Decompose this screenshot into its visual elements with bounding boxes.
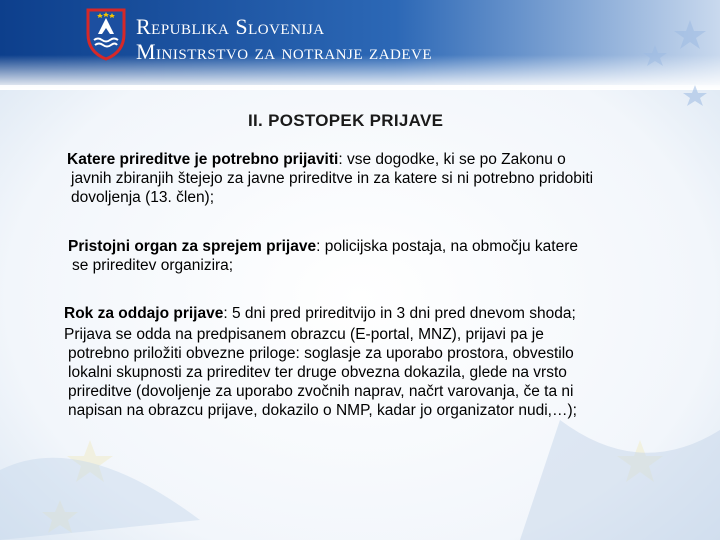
paragraph-label: Katere prireditve je potrebno prijaviti (67, 151, 339, 168)
paragraph-text: potrebno priložiti obvezne priloge: soglasje za uporabo prostora, obvestilo (68, 345, 574, 362)
paragraph-text: lokalni skupnosti za prireditev ter druge obvezna dokazila, glede na vrsto (68, 364, 567, 381)
paragraph-text: : vse dogodke, ki se po Zakonu o (338, 151, 566, 168)
paragraph-text: prireditve (dovoljenje za uporabo zvočnih naprav, načrt varovanja, če ta ni (68, 383, 574, 400)
paragraph-text: se prireditev organizira; (72, 257, 234, 274)
paragraph-text: napisan na obrazcu prijave, dokazilo o NMP, kadar jo organizator nudi,…); (68, 402, 577, 419)
paragraph-text: : 5 dni pred prireditvijo in 3 dni pred dnevom shoda; (223, 305, 576, 322)
paragraph-text: javnih zbiranjih štejejo za javne prireditve in za katere si ni potrebno pridobiti (71, 170, 594, 187)
paragraph-label: Rok za oddajo prijave (64, 305, 224, 322)
org-line-1: Republika Slovenija (136, 14, 325, 39)
paragraph-competent-authority (68, 237, 578, 275)
paragraph-text: : policijska postaja, na območju katere (316, 238, 579, 255)
paragraph-events-to-report (67, 150, 593, 207)
paragraph-deadline (64, 304, 576, 323)
org-line-2: Ministrstvo za notranje zadeve (136, 39, 433, 64)
paragraph-text: dovoljenja (13. člen); (71, 189, 215, 206)
paragraph-label: Pristojni organ za sprejem prijave (68, 238, 317, 255)
slide-title: II. POSTOPEK PRIJAVE (248, 111, 444, 130)
paragraph-submission (64, 325, 577, 420)
paragraph-text: Prijava se odda na predpisanem obrazcu (E-portal, MNZ), prijavi pa je (64, 326, 544, 343)
